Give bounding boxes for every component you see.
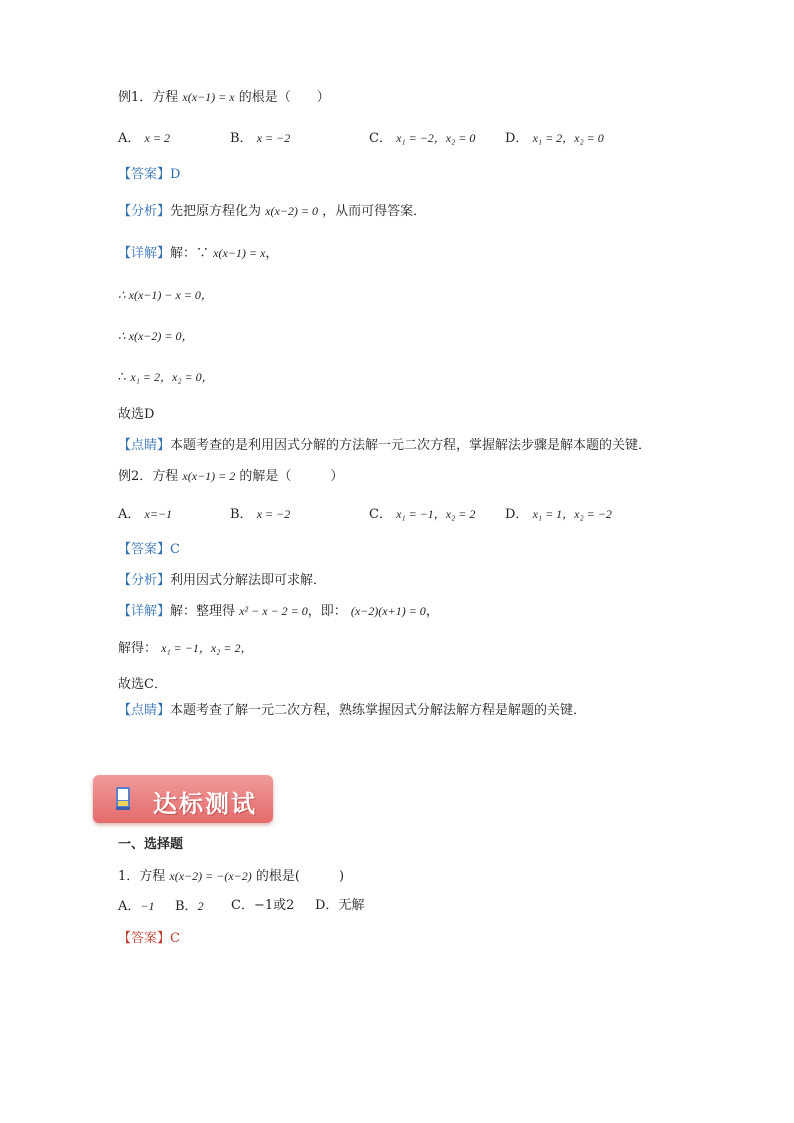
ex1-analysis [118, 202, 426, 221]
ex2-option-c[interactable] [369, 505, 475, 524]
option-letter: C． [231, 898, 254, 913]
option-text: x = −2 [256, 507, 291, 521]
test-option-b[interactable] [175, 897, 204, 916]
solve-prefix: 解得： [118, 641, 158, 656]
option-letter: D． [315, 898, 339, 913]
analysis-equation: x(x−2) = 0 [265, 204, 319, 218]
ex2-option-b[interactable] [230, 505, 290, 524]
detail-equation-2: (x−2)(x+1) = 0 [350, 604, 426, 618]
detail-equation: x(x−1) = x [213, 246, 266, 260]
ex2-question [118, 467, 343, 486]
test-q1 [118, 867, 344, 886]
detail-prefix: 解：∵ [170, 246, 210, 261]
answer-tag: 【答案】 [118, 931, 171, 946]
ex2-option-a[interactable] [118, 505, 172, 524]
ex2-question-prefix: 例2．方程 [118, 469, 179, 484]
ex2-comment [118, 702, 586, 720]
answer-tag: 【答案】 [118, 542, 171, 557]
ex1-option-c[interactable] [369, 129, 475, 148]
option-text: 2 [197, 899, 204, 913]
ex1-step-2: ∴ x(x−2) = 0， [118, 329, 194, 343]
ex2-equation: x(x−1) = 2 [182, 469, 236, 483]
section-heading: 一、选择题 [118, 837, 184, 852]
q1-equation: x(x−2) = −(x−2) [169, 869, 252, 883]
ex2-solve [118, 639, 252, 658]
ex1-option-d[interactable] [505, 129, 604, 148]
option-letter: C． [369, 131, 392, 146]
ex2-option-d[interactable] [505, 505, 612, 524]
test-option-d[interactable] [315, 897, 364, 915]
banner-title: 达标测试 [153, 790, 257, 818]
ex1-answer [118, 166, 180, 184]
answer-value: C [170, 931, 180, 946]
analysis-suffix: ，从而可得答案． [322, 204, 427, 219]
option-text: −1或2 [253, 898, 295, 913]
analysis-prefix: 先把原方程化为 [170, 204, 262, 219]
answer-value: D [170, 167, 181, 182]
step-3-equation: x₁ = 2，x₂ = 0， [130, 370, 214, 384]
ex1-option-b[interactable] [230, 129, 290, 148]
option-letter: C． [369, 507, 392, 522]
q1-suffix: 的根是( ) [255, 869, 345, 884]
ex1-equation: x(x−1) = x [182, 90, 235, 104]
option-text: x = −2 [256, 131, 291, 145]
ex2-conclusion: 故选C． [118, 677, 167, 692]
option-text: x₁ = −1，x₂ = 2 [396, 507, 476, 521]
comment-tag: 【点睛】 [118, 438, 171, 453]
detail-end: ， [425, 604, 439, 619]
comment-text: 本题考查的是利用因式分解的方法解一元二次方程，掌握解法步骤是解本题的关键． [170, 438, 652, 453]
detail-mid: ，即： [307, 604, 347, 619]
ex1-question-suffix: 的根是（ ） [238, 90, 330, 105]
option-letter: B． [230, 131, 253, 146]
comment-tag: 【点睛】 [118, 703, 171, 718]
analysis-text: 利用因式分解法即可求解． [170, 573, 327, 588]
ex1-option-a[interactable] [118, 129, 170, 148]
ex1-detail: 【详解】解：∵ x(x−1) = x， [118, 246, 279, 261]
analysis-tag: 【分析】 [118, 573, 171, 588]
detail-equation-1: x² − x − 2 = 0 [239, 604, 308, 618]
option-letter: B． [175, 899, 198, 914]
ex2-question-suffix: 的解是（ ） [239, 469, 344, 484]
detail-tag: 【详解】 [118, 246, 171, 261]
option-text: x₁ = 2，x₂ = 0 [532, 131, 604, 145]
section-banner [93, 775, 273, 823]
ex2-answer [118, 541, 180, 559]
option-letter: D． [505, 131, 529, 146]
option-letter: A． [118, 899, 141, 914]
q1-prefix: 1．方程 [118, 869, 166, 884]
book-icon [115, 787, 131, 811]
option-letter: A． [118, 131, 141, 146]
option-letter: B． [230, 507, 253, 522]
ex1-comment [118, 437, 651, 455]
option-text: x = 2 [144, 131, 170, 145]
ex1-conclusion: 故选D [118, 407, 155, 422]
comment-text: 本题考查了解一元二次方程，熟练掌握因式分解法解方程是解题的关键． [170, 703, 587, 718]
detail-prefix: 解：整理得 [170, 604, 236, 619]
option-letter: A． [118, 507, 141, 522]
option-text: x₁ = 1，x₂ = −2 [532, 507, 612, 521]
test-option-a[interactable] [118, 897, 155, 916]
answer-tag: 【答案】 [118, 167, 171, 182]
ex1-step-1: ∴ x(x−1) − x = 0， [118, 288, 213, 302]
ex2-analysis [118, 572, 326, 590]
option-text: 无解 [338, 898, 365, 913]
option-text: −1 [140, 899, 155, 913]
solve-equation: x₁ = −1，x₂ = 2， [161, 641, 253, 655]
option-text: x₁ = −2，x₂ = 0 [396, 131, 476, 145]
detail-tag: 【详解】 [118, 604, 171, 619]
test-option-c[interactable] [231, 897, 294, 915]
analysis-tag: 【分析】 [118, 204, 171, 219]
ex1-question [118, 88, 330, 107]
therefore-symbol: ∴ [118, 370, 127, 385]
option-letter: D． [505, 507, 529, 522]
option-text: x=−1 [144, 507, 173, 521]
ex2-detail [118, 602, 439, 621]
ex1-question-prefix: 例1．方程 [118, 90, 179, 105]
answer-value: C [170, 542, 180, 557]
test-answer [118, 930, 180, 948]
ex1-step-3 [118, 368, 214, 387]
